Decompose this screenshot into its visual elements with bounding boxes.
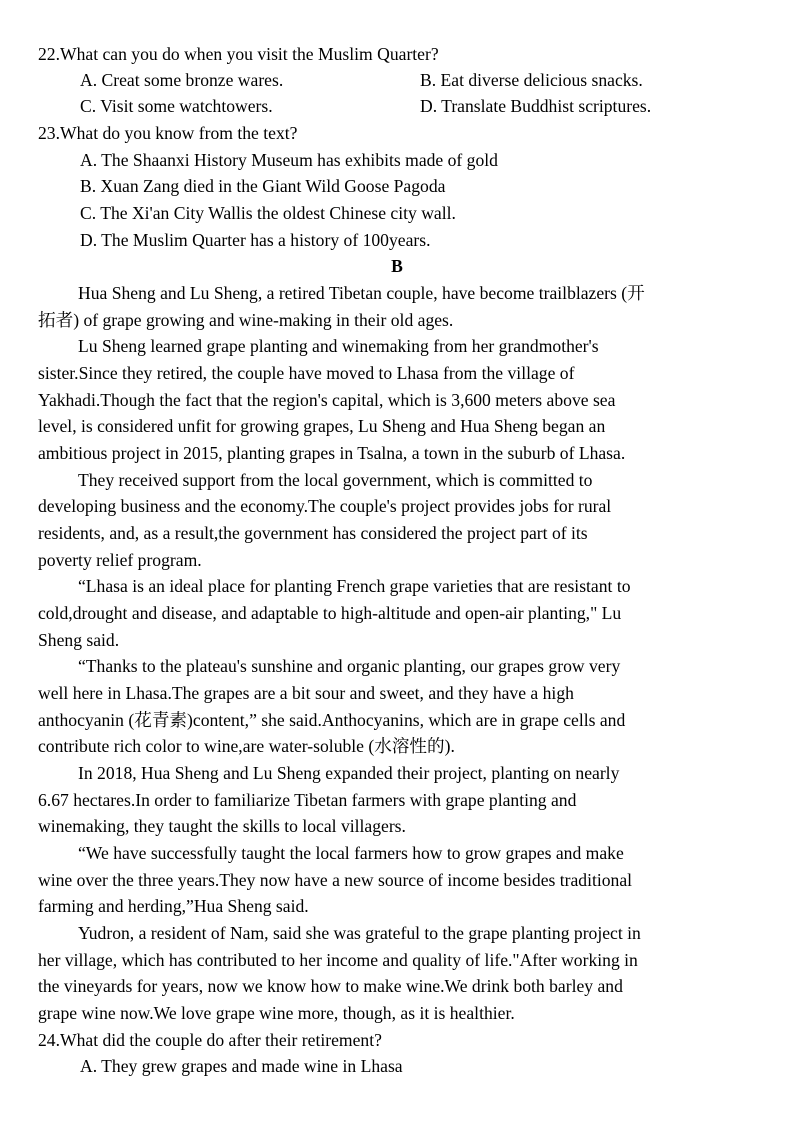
passage-line: They received support from the local government, which is committed to bbox=[78, 470, 593, 490]
q23-option-c: C. The Xi'an City Wallis the oldest Chinese city wall. bbox=[80, 203, 456, 223]
passage-line: 6.67 hectares.In order to familiarize Tibetan farmers with grape planting and bbox=[38, 790, 577, 810]
passage-line: wine over the three years.They now have a new source of income besides traditional bbox=[38, 870, 633, 890]
passage-line: ambitious project in 2015, planting grapes in Tsalna, a town in the suburb of Lhasa. bbox=[38, 443, 626, 463]
q22-option-a: A. Creat some bronze wares. bbox=[80, 70, 284, 90]
passage-line: Hua Sheng and Lu Sheng, a retired Tibetan couple, have become trailblazers (开 bbox=[78, 283, 645, 303]
q24-option-a: A. They grew grapes and made wine in Lhasa bbox=[80, 1056, 403, 1076]
passage-line: residents, and, as a result,the government has considered the project part of its bbox=[38, 523, 588, 543]
passage-line: contribute rich color to wine,are water-soluble (水溶性的). bbox=[38, 736, 455, 756]
passage-line: poverty relief program. bbox=[38, 550, 202, 570]
passage-line: “Lhasa is an ideal place for planting French grape varieties that are resistant to bbox=[78, 576, 631, 596]
passage-line: Yakhadi.Though the fact that the region's capital, which is 3,600 meters above sea bbox=[38, 390, 616, 410]
q23-option-d: D. The Muslim Quarter has a history of 100years. bbox=[80, 230, 431, 250]
passage-line: grape wine now.We love grape wine more, though, as it is healthier. bbox=[38, 1003, 515, 1023]
passage-line: farming and herding,”Hua Sheng said. bbox=[38, 896, 309, 916]
passage-line: Lu Sheng learned grape planting and winemaking from her grandmother's bbox=[78, 336, 599, 356]
section-label: B bbox=[391, 256, 403, 276]
passage-line: sister.Since they retired, the couple have moved to Lhasa from the village of bbox=[38, 363, 575, 383]
passage-line: anthocyanin (花青素)content,” she said.Anthocyanins, which are in grape cells and bbox=[38, 710, 626, 730]
passage-line: the vineyards for years, now we know how to make wine.We drink both barley and bbox=[38, 976, 623, 996]
passage-line: In 2018, Hua Sheng and Lu Sheng expanded their project, planting on nearly bbox=[78, 763, 620, 783]
question-22: 22.What can you do when you visit the Muslim Quarter? bbox=[38, 44, 439, 64]
question-24: 24.What did the couple do after their retirement? bbox=[38, 1030, 382, 1050]
question-23: 23.What do you know from the text? bbox=[38, 123, 298, 143]
passage-line: 拓者) of grape growing and wine-making in their old ages. bbox=[38, 310, 454, 330]
passage-line: well here in Lhasa.The grapes are a bit sour and sweet, and they have a high bbox=[38, 683, 574, 703]
passage-line: cold,drought and disease, and adaptable to high-altitude and open-air planting," Lu bbox=[38, 603, 622, 623]
passage-line: her village, which has contributed to her income and quality of life."After working in bbox=[38, 950, 638, 970]
passage-line: “We have successfully taught the local farmers how to grow grapes and make bbox=[78, 843, 624, 863]
q23-option-a: A. The Shaanxi History Museum has exhibits made of gold bbox=[80, 150, 498, 170]
passage-line: “Thanks to the plateau's sunshine and organic planting, our grapes grow very bbox=[78, 656, 621, 676]
passage-line: Yudron, a resident of Nam, said she was grateful to the grape planting project in bbox=[78, 923, 641, 943]
q22-option-b: B. Eat diverse delicious snacks. bbox=[420, 70, 643, 90]
q22-option-c: C. Visit some watchtowers. bbox=[80, 96, 273, 116]
passage-line: Sheng said. bbox=[38, 630, 120, 650]
q23-option-b: B. Xuan Zang died in the Giant Wild Goose Pagoda bbox=[80, 176, 446, 196]
q22-option-d: D. Translate Buddhist scriptures. bbox=[420, 96, 652, 116]
passage-line: winemaking, they taught the skills to local villagers. bbox=[38, 816, 406, 836]
passage-line: developing business and the economy.The couple's project provides jobs for rural bbox=[38, 496, 612, 516]
passage-line: level, is considered unfit for growing grapes, Lu Sheng and Hua Sheng began an bbox=[38, 416, 606, 436]
